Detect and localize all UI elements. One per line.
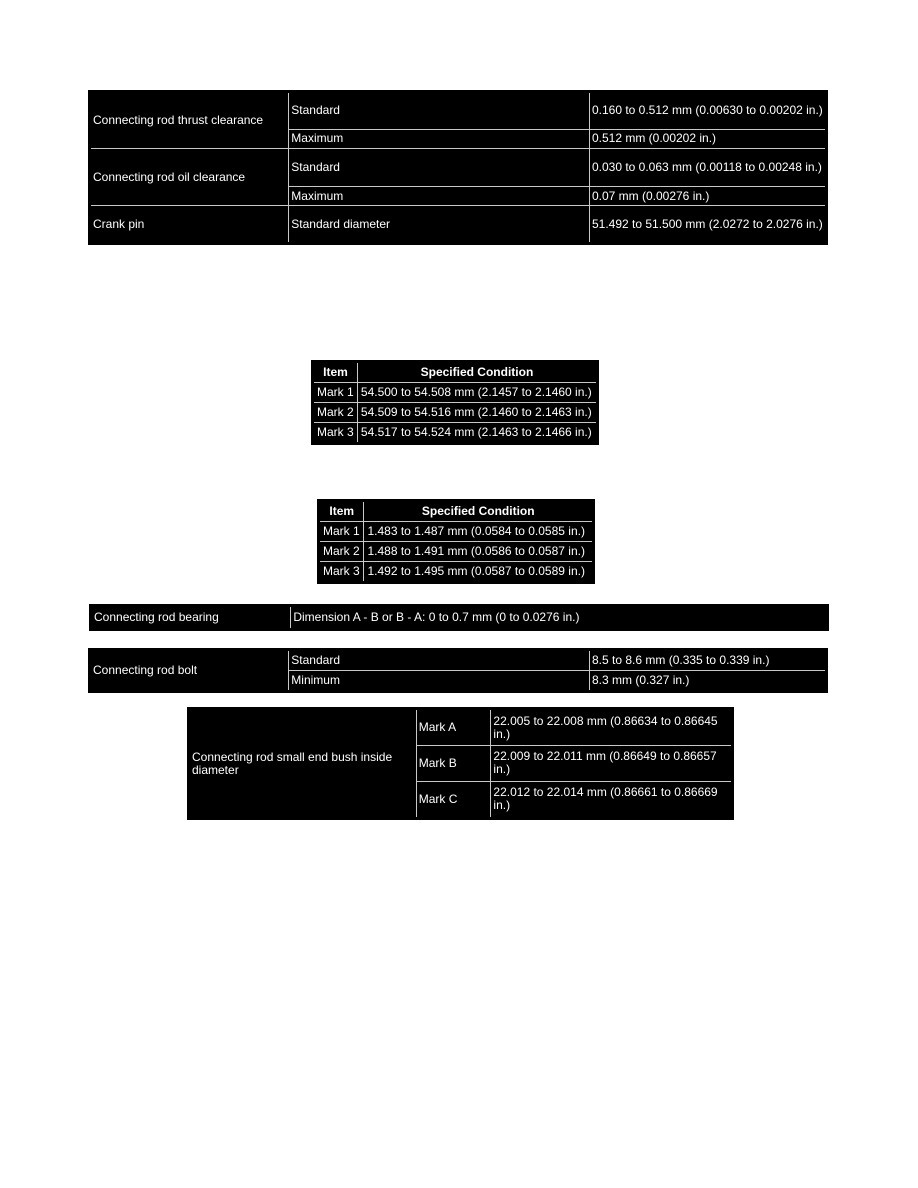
value-cell: Dimension A - B or B - A: 0 to 0.7 mm (0 to 0.0276 in.): [291, 606, 828, 630]
column-header: Specified Condition: [364, 501, 594, 522]
mark-cell: Mark 1: [319, 522, 364, 542]
table-row: [91, 606, 828, 630]
condition-cell: Standard: [289, 650, 590, 671]
condition-cell: Maximum: [289, 129, 590, 148]
mark-cell: Mark 2: [313, 403, 358, 423]
condition-cell: Standard: [289, 149, 590, 187]
column-header: Item: [313, 362, 358, 383]
mark-cell: Mark 1: [313, 383, 358, 403]
small-end-bush-table: [187, 707, 734, 820]
mark-cell: Mark 2: [319, 542, 364, 562]
table-row: [90, 92, 827, 130]
table-row: [319, 562, 594, 583]
value-cell: 1.492 to 1.495 mm (0.0587 to 0.0589 in.): [364, 562, 594, 583]
table-row: [313, 383, 598, 403]
mark-cell: Mark B: [416, 746, 491, 782]
rod-bore-mark-table: [311, 360, 599, 445]
value-cell: 0.160 to 0.512 mm (0.00630 to 0.00202 in.): [589, 92, 826, 130]
value-cell: 54.509 to 54.516 mm (2.1460 to 2.1463 in.): [357, 403, 597, 423]
value-cell: 0.030 to 0.063 mm (0.00118 to 0.00248 in.): [589, 149, 826, 187]
value-cell: 54.517 to 54.524 mm (2.1463 to 2.1466 in.): [357, 423, 597, 444]
rod-bolt-table: [88, 648, 828, 693]
header-row: [319, 501, 594, 522]
value-cell: 22.009 to 22.011 mm (0.86649 to 0.86657 in.): [491, 746, 733, 782]
item-cell: Connecting rod oil clearance: [90, 149, 289, 206]
table-row: [313, 403, 598, 423]
value-cell: 8.5 to 8.6 mm (0.335 to 0.339 in.): [590, 650, 827, 671]
value-cell: 0.07 mm (0.00276 in.): [589, 186, 826, 205]
item-cell: Connecting rod bolt: [90, 650, 289, 692]
mark-cell: Mark 3: [313, 423, 358, 444]
condition-cell: Minimum: [289, 671, 590, 692]
column-header: Specified Condition: [357, 362, 597, 383]
value-cell: 0.512 mm (0.00202 in.): [589, 129, 826, 148]
header-row: [313, 362, 598, 383]
value-cell: 22.005 to 22.008 mm (0.86634 to 0.86645 in.): [491, 709, 733, 746]
value-cell: 22.012 to 22.014 mm (0.86661 to 0.86669 in.): [491, 781, 733, 818]
condition-cell: Standard diameter: [289, 206, 590, 244]
value-cell: 51.492 to 51.500 mm (2.0272 to 2.0276 in.): [589, 206, 826, 244]
table-row: [189, 709, 733, 746]
condition-cell: Standard: [289, 92, 590, 130]
mark-cell: Mark A: [416, 709, 491, 746]
bearing-thickness-table: [317, 499, 595, 584]
table-row: [90, 149, 827, 187]
table-row: [313, 423, 598, 444]
item-cell: Connecting rod small end bush inside diameter: [189, 709, 417, 819]
item-cell: Connecting rod bearing: [91, 606, 291, 630]
table-row: [90, 206, 827, 244]
mark-cell: Mark 3: [319, 562, 364, 583]
mark-cell: Mark C: [416, 781, 491, 818]
column-header: Item: [319, 501, 364, 522]
bearing-dimension-table: [89, 604, 829, 631]
table-row: [319, 542, 594, 562]
table-row: [90, 650, 827, 671]
value-cell: 1.488 to 1.491 mm (0.0586 to 0.0587 in.): [364, 542, 594, 562]
clearance-spec-table: [88, 90, 828, 245]
condition-cell: Maximum: [289, 186, 590, 205]
value-cell: 1.483 to 1.487 mm (0.0584 to 0.0585 in.): [364, 522, 594, 542]
value-cell: 54.500 to 54.508 mm (2.1457 to 2.1460 in.): [357, 383, 597, 403]
table-row: [319, 522, 594, 542]
value-cell: 8.3 mm (0.327 in.): [590, 671, 827, 692]
item-cell: Crank pin: [90, 206, 289, 244]
item-cell: Connecting rod thrust clearance: [90, 92, 289, 149]
